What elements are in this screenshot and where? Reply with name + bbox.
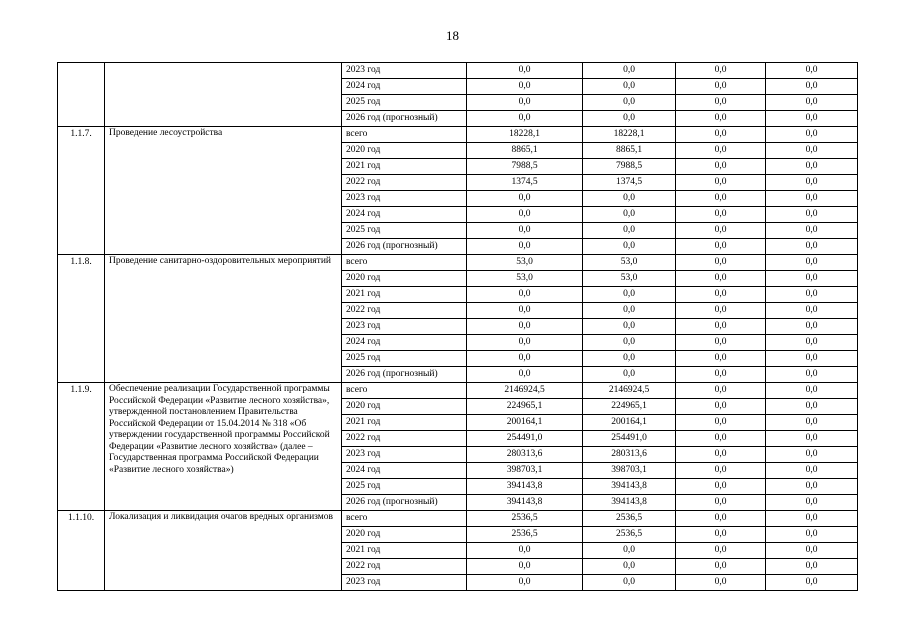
value-cell-2: 0,0 [676,223,766,239]
value-cell-2: 0,0 [676,159,766,175]
value-cell-1: 0,0 [583,319,676,335]
total-cell: 0,0 [467,111,583,127]
period-cell: всего [342,127,467,143]
period-cell: 2025 год [342,223,467,239]
total-cell: 280313,6 [467,447,583,463]
value-cell-2: 0,0 [676,495,766,511]
value-cell-1: 0,0 [583,559,676,575]
value-cell-3: 0,0 [766,415,858,431]
value-cell-1: 0,0 [583,95,676,111]
table-row [58,511,858,527]
total-cell: 394143,8 [467,495,583,511]
value-cell-3: 0,0 [766,127,858,143]
value-cell-3: 0,0 [766,207,858,223]
period-cell: 2021 год [342,287,467,303]
value-cell-3: 0,0 [766,367,858,383]
value-cell-2: 0,0 [676,399,766,415]
value-cell-3: 0,0 [766,479,858,495]
total-cell: 0,0 [467,95,583,111]
period-cell: 2025 год [342,351,467,367]
value-cell-2: 0,0 [676,383,766,399]
value-cell-3: 0,0 [766,223,858,239]
total-cell: 0,0 [467,79,583,95]
total-cell: 0,0 [467,351,583,367]
value-cell-1: 0,0 [583,351,676,367]
value-cell-1: 53,0 [583,255,676,271]
value-cell-1: 0,0 [583,335,676,351]
total-cell: 0,0 [467,63,583,79]
total-cell: 0,0 [467,207,583,223]
item-number [58,63,105,127]
period-cell: 2022 год [342,175,467,191]
value-cell-3: 0,0 [766,383,858,399]
value-cell-3: 0,0 [766,511,858,527]
total-cell: 7988,5 [467,159,583,175]
value-cell-1: 2536,5 [583,527,676,543]
value-cell-1: 2146924,5 [583,383,676,399]
total-cell: 53,0 [467,271,583,287]
value-cell-3: 0,0 [766,63,858,79]
value-cell-3: 0,0 [766,351,858,367]
value-cell-3: 0,0 [766,319,858,335]
value-cell-3: 0,0 [766,303,858,319]
value-cell-1: 0,0 [583,79,676,95]
total-cell: 8865,1 [467,143,583,159]
item-name: Обеспечение реализации Государственной программы Российской Федерации «Развитие лесного хозяйства», утвержденной постановлением Правительства Российской Федерации от 15.04.2014 № 318 «Об утверждении государственной программы Российской Федерации «Развитие лесного хозяйства» (далее – Государственная программа Российской Федерации «Развитие лесного хозяйства») [105,383,342,511]
total-cell: 224965,1 [467,399,583,415]
table-row [58,63,858,79]
value-cell-2: 0,0 [676,575,766,591]
item-name: Проведение лесоустройства [105,127,342,255]
value-cell-2: 0,0 [676,79,766,95]
value-cell-1: 0,0 [583,287,676,303]
total-cell: 2146924,5 [467,383,583,399]
period-cell: 2023 год [342,319,467,335]
total-cell: 2536,5 [467,511,583,527]
value-cell-3: 0,0 [766,111,858,127]
value-cell-2: 0,0 [676,447,766,463]
value-cell-1: 280313,6 [583,447,676,463]
total-cell: 53,0 [467,255,583,271]
value-cell-2: 0,0 [676,559,766,575]
period-cell: 2020 год [342,143,467,159]
value-cell-1: 0,0 [583,111,676,127]
period-cell: 2023 год [342,191,467,207]
value-cell-3: 0,0 [766,95,858,111]
period-cell: 2020 год [342,271,467,287]
value-cell-3: 0,0 [766,495,858,511]
value-cell-3: 0,0 [766,191,858,207]
value-cell-1: 18228,1 [583,127,676,143]
value-cell-1: 0,0 [583,191,676,207]
budget-table [57,62,858,591]
total-cell: 0,0 [467,287,583,303]
value-cell-1: 7988,5 [583,159,676,175]
period-cell: 2024 год [342,335,467,351]
value-cell-1: 394143,8 [583,495,676,511]
value-cell-1: 0,0 [583,223,676,239]
item-number: 1.1.8. [58,255,105,383]
period-cell: 2022 год [342,303,467,319]
period-cell: 2021 год [342,159,467,175]
value-cell-2: 0,0 [676,351,766,367]
total-cell: 0,0 [467,575,583,591]
period-cell: 2024 год [342,463,467,479]
value-cell-2: 0,0 [676,239,766,255]
value-cell-3: 0,0 [766,239,858,255]
value-cell-1: 0,0 [583,239,676,255]
value-cell-1: 53,0 [583,271,676,287]
value-cell-2: 0,0 [676,367,766,383]
period-cell: 2026 год (прогнозный) [342,111,467,127]
value-cell-2: 0,0 [676,543,766,559]
value-cell-3: 0,0 [766,543,858,559]
period-cell: 2024 год [342,79,467,95]
value-cell-1: 0,0 [583,575,676,591]
item-number: 1.1.9. [58,383,105,511]
value-cell-2: 0,0 [676,191,766,207]
value-cell-3: 0,0 [766,255,858,271]
period-cell: всего [342,383,467,399]
value-cell-1: 0,0 [583,207,676,223]
value-cell-1: 1374,5 [583,175,676,191]
value-cell-2: 0,0 [676,431,766,447]
table-row [58,255,858,271]
period-cell: 2020 год [342,527,467,543]
value-cell-3: 0,0 [766,271,858,287]
value-cell-2: 0,0 [676,207,766,223]
total-cell: 254491,0 [467,431,583,447]
total-cell: 18228,1 [467,127,583,143]
period-cell: 2023 год [342,575,467,591]
total-cell: 0,0 [467,239,583,255]
period-cell: всего [342,511,467,527]
value-cell-2: 0,0 [676,319,766,335]
total-cell: 0,0 [467,303,583,319]
period-cell: 2026 год (прогнозный) [342,495,467,511]
value-cell-2: 0,0 [676,63,766,79]
total-cell: 398703,1 [467,463,583,479]
period-cell: 2021 год [342,415,467,431]
period-cell: 2026 год (прогнозный) [342,367,467,383]
value-cell-3: 0,0 [766,335,858,351]
value-cell-3: 0,0 [766,575,858,591]
value-cell-3: 0,0 [766,399,858,415]
period-cell: 2023 год [342,447,467,463]
period-cell: 2025 год [342,95,467,111]
total-cell: 0,0 [467,559,583,575]
total-cell: 200164,1 [467,415,583,431]
value-cell-1: 8865,1 [583,143,676,159]
value-cell-2: 0,0 [676,527,766,543]
value-cell-2: 0,0 [676,271,766,287]
value-cell-3: 0,0 [766,143,858,159]
table-row [58,127,858,143]
period-cell: 2023 год [342,63,467,79]
value-cell-3: 0,0 [766,431,858,447]
value-cell-3: 0,0 [766,159,858,175]
value-cell-2: 0,0 [676,463,766,479]
item-name: Локализация и ликвидация очагов вредных организмов [105,511,342,591]
value-cell-2: 0,0 [676,111,766,127]
period-cell: 2021 год [342,543,467,559]
period-cell: 2020 год [342,399,467,415]
period-cell: 2025 год [342,479,467,495]
period-cell: всего [342,255,467,271]
value-cell-2: 0,0 [676,175,766,191]
value-cell-3: 0,0 [766,79,858,95]
value-cell-3: 0,0 [766,527,858,543]
item-number: 1.1.10. [58,511,105,591]
value-cell-1: 0,0 [583,63,676,79]
value-cell-3: 0,0 [766,287,858,303]
period-cell: 2024 год [342,207,467,223]
total-cell: 0,0 [467,335,583,351]
total-cell: 1374,5 [467,175,583,191]
value-cell-1: 200164,1 [583,415,676,431]
total-cell: 0,0 [467,223,583,239]
total-cell: 0,0 [467,543,583,559]
value-cell-3: 0,0 [766,463,858,479]
budget-table-body [58,63,858,591]
item-number: 1.1.7. [58,127,105,255]
value-cell-1: 224965,1 [583,399,676,415]
value-cell-1: 398703,1 [583,463,676,479]
value-cell-2: 0,0 [676,479,766,495]
value-cell-3: 0,0 [766,559,858,575]
value-cell-3: 0,0 [766,175,858,191]
value-cell-1: 394143,8 [583,479,676,495]
value-cell-2: 0,0 [676,415,766,431]
period-cell: 2022 год [342,559,467,575]
value-cell-1: 254491,0 [583,431,676,447]
value-cell-2: 0,0 [676,143,766,159]
page-number: 18 [446,28,459,43]
period-cell: 2026 год (прогнозный) [342,239,467,255]
total-cell: 0,0 [467,191,583,207]
value-cell-2: 0,0 [676,511,766,527]
total-cell: 0,0 [467,319,583,335]
value-cell-2: 0,0 [676,127,766,143]
item-name [105,63,342,127]
value-cell-2: 0,0 [676,95,766,111]
item-name: Проведение санитарно-оздоровительных мероприятий [105,255,342,383]
value-cell-3: 0,0 [766,447,858,463]
value-cell-1: 2536,5 [583,511,676,527]
value-cell-2: 0,0 [676,255,766,271]
value-cell-1: 0,0 [583,303,676,319]
total-cell: 0,0 [467,367,583,383]
table-row [58,383,858,399]
total-cell: 394143,8 [467,479,583,495]
value-cell-1: 0,0 [583,367,676,383]
value-cell-1: 0,0 [583,543,676,559]
value-cell-2: 0,0 [676,287,766,303]
total-cell: 2536,5 [467,527,583,543]
value-cell-2: 0,0 [676,335,766,351]
period-cell: 2022 год [342,431,467,447]
value-cell-2: 0,0 [676,303,766,319]
